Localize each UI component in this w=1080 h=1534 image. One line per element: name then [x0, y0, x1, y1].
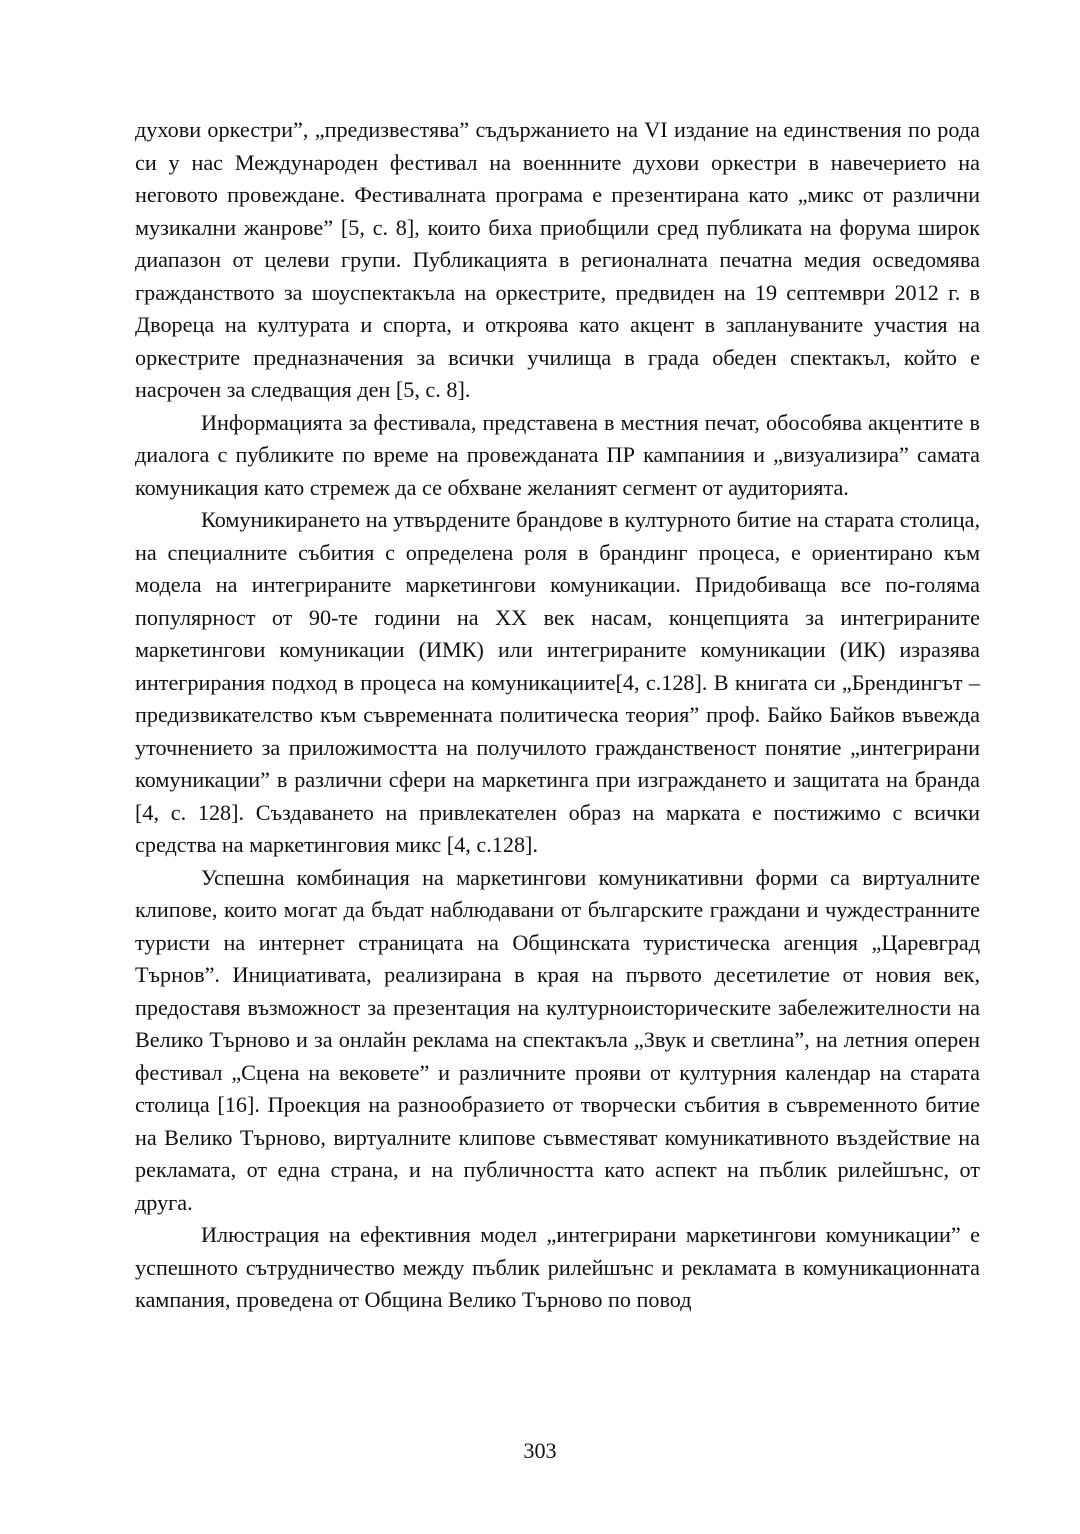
page-number: 303: [523, 1438, 557, 1463]
paragraph-5: Илюстрация на ефективния модел „интегрирани маркетингови комуникации” е успешното сътрудничество между пъблик рилейшънс и рекламата в комуникационната кампания, проведена от Община Велико Търново по повод: [135, 1222, 980, 1312]
paragraph-4: Успешна комбинация на маркетингови комуникативни форми са виртуалните клипове, които могат да бъдат наблюдавани от българските граждани и чуждестранните туристи на интернет страницата на Общинската туристическа агенция „Царевград Търнов”. Инициативата, реализирана в края на първото десетилетие от новия век, предоставя възможност за презентация на културноисторическите забележителности на Велико Търново и за онлайн реклама на спектакъла „Звук и светлина”, на летния оперен фестивал „Сцена на вековете” и различните прояви от културния календар на старата столица [16]. Проекция на разнообразието от творчески събития в съвременното битие на Велико Търново, виртуалните клипове съвместяват комуникативното въздействие на рекламата, от една страна, и на публичността като аспект на пъблик рилейшънс, от друга.: [135, 864, 980, 1215]
paragraph-2: Информацията за фестивала, представена в местния печат, обособява акцентите в диалога с публиките по време на провежданата ПР кампаниия и „визуализира” самата комуникация като стремеж да се обхване желаният сегмент от аудиторията.: [135, 409, 980, 500]
paragraph-3: Комуникирането на утвърдените брандове в културното битие на старата столица, на специалните събития с определена роля в брандинг процеса, е ориентирано към модела на интегрираните маркетингови комуникации. Придобиваща все по-голяма популярност от 90-те години на XX век насам, концепцията за интегрираните маркетингови комуникации (ИМК) или интегрираните комуникации (ИК) изразява интегрирания подход в процеса на комуникациите[4, с.128]. В книгата си „Брендингът – предизвикателство към съвременната политическа теория” проф. Байко Байков въвежда уточнението за приложимостта на получилото гражданственост понятие „интегрирани комуникации” в различни сфери на маркетинга при изграждането и защитата на бранда [4, с. 128]. Създаването на привлекателен образ на марката е постижимо с всички средства на маркетинговия микс [4, с.128].: [135, 507, 980, 857]
paragraph-1: духови оркестри”, „предизвестява” съдържанието на VI издание на единствения по рода си у нас Международен фестивал на военнните духови оркестри в навечерието на неговото провеждане. Фестивалната програма е презентирана като „микс от различни музикални жанрове” [5, с. 8], които биха приобщили сред публиката на форума широк диапазон от целеви групи. Публикацията в регионалната печатна медия осведомява гражданството за шоуспектакъла на оркестрите, предвиден на 19 септември 2012 г. в Двореца на културата и спорта, и откроява като акцент в заплануваните участия на оркестрите предназначения за всички училища в града обеден спектакъл, който е насрочен за следващия ден [5, с. 8].: [135, 117, 980, 402]
body-text: [135, 114, 980, 1317]
